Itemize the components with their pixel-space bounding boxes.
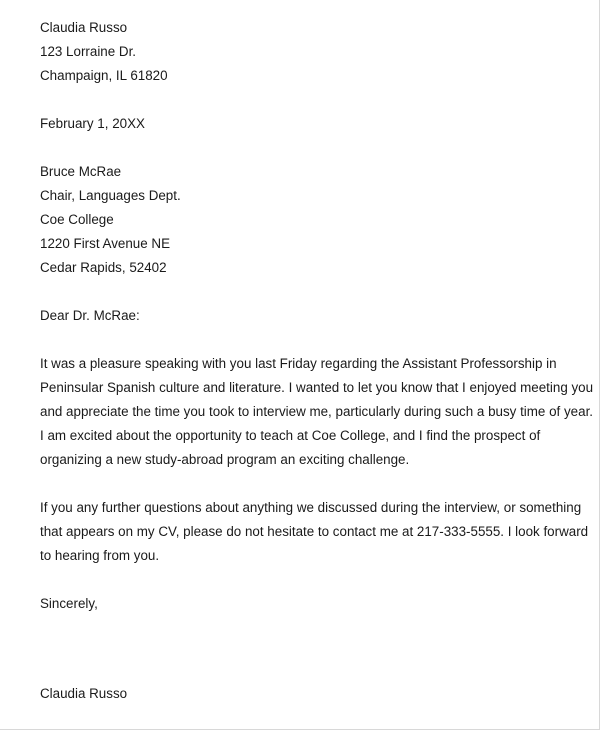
recipient-address: [40, 160, 580, 280]
paragraph-line: organizing a new study-abroad program an exciting challenge.: [40, 452, 410, 467]
sender-name: Claudia Russo: [40, 20, 128, 35]
paragraph-line: I am excited about the opportunity to teach at Coe College, and I find the prospect of: [40, 428, 541, 443]
paragraph-line: Peninsular Spanish culture and literature. I wanted to let you know that I enjoyed meeting you: [40, 380, 594, 395]
recipient-organization: Coe College: [40, 212, 114, 227]
sender-address: [40, 16, 580, 88]
sender-street: 123 Lorraine Dr.: [40, 44, 137, 59]
paragraph-line: to hearing from you.: [40, 548, 160, 563]
salutation: Dear Dr. McRae:: [40, 308, 140, 323]
sender-city: Champaign, IL 61820: [40, 68, 168, 83]
paragraph-line: It was a pleasure speaking with you last Friday regarding the Assistant Professorship in: [40, 356, 557, 371]
recipient-name: Bruce McRae: [40, 164, 122, 179]
signature-name: Claudia Russo: [40, 686, 128, 701]
closing: Sincerely,: [40, 596, 98, 611]
paragraph-line: that appears on my CV, please do not hesitate to contact me at 217-333-5555. I look forward: [40, 524, 589, 539]
recipient-street: 1220 First Avenue NE: [40, 236, 171, 251]
paragraph-line: If you any further questions about anything we discussed during the interview, or something: [40, 500, 582, 515]
body-paragraph-2: [40, 496, 589, 568]
letter-body: [40, 16, 594, 706]
letter-date: February 1, 20XX: [40, 116, 145, 131]
recipient-title: Chair, Languages Dept.: [40, 188, 181, 203]
recipient-city: Cedar Rapids, 52402: [40, 260, 167, 275]
paragraph-line: and appreciate the time you took to interview me, particularly during such a busy time of year.: [40, 404, 594, 419]
body-paragraph-1: [40, 352, 594, 472]
